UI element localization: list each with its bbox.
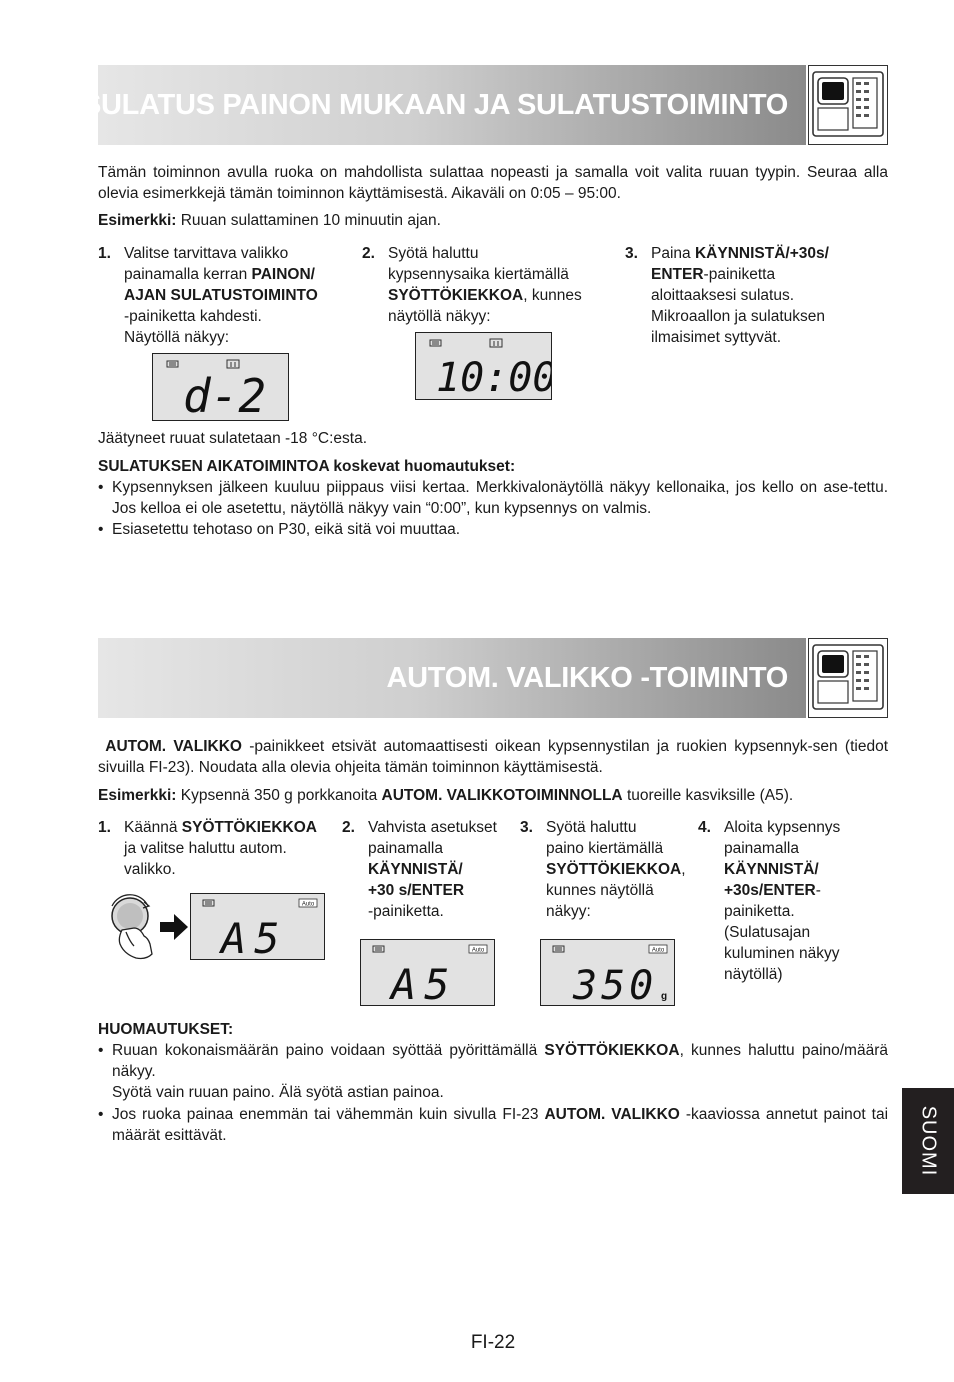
step-number: 2. — [342, 819, 355, 836]
step-line: Käännä — [124, 819, 178, 836]
section1-intro: Tämän toiminnon avulla ruoka on mahdollista sulattaa nopeasti ja samalla voit valita ruuan tyypin. Seuraa alla olevia esimerkkejä tämän toiminnon käyttämisestä. Aikaväli on 0:05 – 95:00. — [98, 164, 888, 202]
step-line-bold: PAINON/ — [251, 266, 315, 283]
bullet: • — [98, 479, 104, 496]
note-text-bold: SYÖTTÖKIEKKOA — [544, 1042, 680, 1059]
lcd-digits-menu: A5 — [391, 960, 458, 1005]
microwave-icon — [808, 638, 888, 718]
section2-intro — [98, 736, 888, 778]
note-text-part: Syötä vain ruuan paino. Älä syötä astian painoa. — [112, 1084, 444, 1101]
step-line: aloittaaksesi sulatus. — [651, 287, 795, 304]
step-line: ilmaisimet syttyvät. — [651, 329, 782, 346]
lcd-display-time — [415, 332, 552, 400]
language-tab — [902, 1088, 954, 1194]
step-text — [546, 817, 686, 922]
step-line: näytöllä näkyy: — [388, 308, 491, 325]
step-line: Syötä haluttu — [388, 245, 479, 262]
step-number: 3. — [625, 245, 638, 262]
lcd-display-menu-confirm — [360, 939, 495, 1006]
step-number: 4. — [698, 819, 711, 836]
step-line-bold: SYÖTTÖKIEKKOA — [546, 861, 682, 878]
auto-label: Auto — [301, 901, 315, 908]
step-line: Vahvista asetukset — [368, 819, 497, 836]
defrost-icon — [430, 340, 441, 346]
lcd-digits-time: 10:00 — [436, 355, 551, 399]
lcd-digits-menu: A5 — [221, 914, 288, 959]
example-bold: AUTOM. VALIKKOTOIMINNOLLA — [381, 787, 623, 804]
lcd-display-weight — [540, 939, 675, 1006]
step-line: kunnes näytöllä — [546, 882, 654, 899]
dial-hand-arrow-illustration — [104, 892, 190, 964]
bullet: • — [98, 1042, 104, 1059]
bullet: • — [98, 1106, 104, 1123]
step-text — [724, 817, 840, 985]
step-line-bold: ENTER — [651, 266, 704, 283]
step-line: näkyy: — [546, 903, 591, 920]
note-text — [112, 1040, 888, 1103]
microwave-icon — [808, 65, 888, 145]
note-text-bold: AUTOM. VALIKKO — [544, 1106, 680, 1123]
example-text: Kypsennä 350 g porkkanoita — [180, 787, 378, 804]
intro-text: -painikkeet etsivät automaattisesti oikean kypsennystilan ja ruokien kypsennyk-sen (tiedot sivuilla FI-23). Noudata alla olevia ohjeita tämän toiminnon käyttämisestä. — [98, 738, 889, 776]
section2-example — [98, 785, 888, 806]
lcd-display-menu-select — [190, 893, 325, 960]
step-line-bold: AJAN SULATUSTOIMINTO — [124, 287, 318, 304]
weight-icon — [490, 339, 502, 347]
note-text-part: Ruuan kokonaismäärän paino voidaan syöttää pyörittämällä — [112, 1042, 538, 1059]
lcd-digits-defrost: d-2 — [183, 369, 267, 420]
lcd-digits-weight: 350 — [573, 963, 658, 1005]
step-line: painamalla — [368, 840, 443, 857]
note-text: Esiasetettu tehotaso on P30, eikä sitä voi muuttaa. — [112, 521, 461, 538]
step-line-bold: KÄYNNISTÄ/ — [724, 861, 819, 878]
step-line-bold: +30 s/ENTER — [368, 882, 465, 899]
step-line-bold: KÄYNNISTÄ/+30s/ — [694, 245, 829, 262]
step-number: 1. — [98, 819, 111, 836]
note-text-part: -kaaviossa annetut painot tai määrät esittävät. — [112, 1106, 889, 1144]
section1-example-text: Ruuan sulattaminen 10 minuutin ajan. — [180, 212, 441, 229]
step-line: Paina — [651, 245, 691, 262]
step-line: näytöllä) — [724, 966, 783, 983]
step-line: paino kiertämällä — [546, 840, 664, 857]
defrost-icon — [167, 361, 178, 367]
weight-icon — [227, 360, 239, 368]
step-line: kypsennysaika kiertämällä — [388, 266, 569, 283]
step-line-bold: KÄYNNISTÄ/ — [368, 861, 463, 878]
section2-header — [98, 638, 806, 718]
step-line: -painiketta kahdesti. — [124, 308, 262, 325]
step-line: Aloita kypsennys — [724, 819, 841, 836]
step-line: Näytöllä näkyy: — [124, 329, 230, 346]
bullet: • — [98, 521, 104, 538]
section1-example-label: Esimerkki: — [98, 212, 177, 229]
arrow-right-icon — [160, 914, 188, 940]
language-tab-label: SUOMI — [917, 1105, 940, 1177]
step-line: kuluminen näkyy — [724, 945, 840, 962]
frozen-note: Jäätyneet ruuat sulatetaan -18 °C:esta. — [98, 430, 368, 447]
page-number: FI-22 — [470, 1332, 516, 1353]
step-text — [651, 243, 829, 348]
step-number: 1. — [98, 245, 111, 262]
auto-label: Auto — [471, 947, 485, 954]
step-line: Mikroaallon ja sulatuksen — [651, 308, 826, 325]
intro-bold: AUTOM. VALIKKO — [105, 738, 242, 755]
step-text — [124, 817, 317, 880]
example-text: tuoreille kasviksille (A5). — [626, 787, 794, 804]
step-line: painiketta. — [724, 903, 795, 920]
note-text-part: , kunnes haluttu paino/määrä näkyy. — [112, 1042, 888, 1080]
step-text — [124, 243, 318, 348]
note-text — [112, 1104, 888, 1146]
step-number: 3. — [520, 819, 533, 836]
step-line: , — [681, 861, 686, 878]
note-text: Kypsennyksen jälkeen kuuluu piippaus viisi kertaa. Merkkivalonäytöllä näkyy kellonaika, jos kello on ase-tettu. Jos kelloa ei ole asetettu, näytöllä näkyy vain “0:00”, kun kypsennys on valmis. — [112, 479, 888, 517]
hand-icon — [119, 928, 152, 959]
defrost-icon — [553, 946, 564, 952]
step-number: 2. — [362, 245, 375, 262]
lcd-display-defrost — [152, 353, 289, 421]
section2-title: AUTOM. VALIKKO -TOIMINTO — [386, 662, 788, 694]
section1-title: SULATUS PAINON MUKAAN JA SULATUSTOIMINTO — [81, 89, 788, 121]
step-line-bold: SYÖTTÖKIEKKOA — [388, 287, 524, 304]
step-line: Syötä haluttu — [546, 819, 637, 836]
defrost-icon — [373, 946, 384, 952]
step-line: valikko. — [124, 861, 176, 878]
step-line: -painiketta. — [368, 903, 444, 920]
section2-notes-heading: HUOMAUTUKSET: — [98, 1021, 234, 1038]
step-line-bold: SYÖTTÖKIEKKOA — [181, 819, 317, 836]
defrost-icon — [203, 900, 214, 906]
lcd-unit: g — [661, 991, 668, 1002]
note-text-part: Jos ruoka painaa enemmän tai vähemmän kuin sivulla FI-23 — [112, 1106, 539, 1123]
step-text — [368, 817, 497, 922]
step-text — [388, 243, 582, 327]
step-line: painamalla — [724, 840, 799, 857]
step-line: ja valitse haluttu autom. — [124, 840, 287, 857]
step-line: -painiketta — [703, 266, 776, 283]
section2-example-label: Esimerkki: — [98, 787, 177, 804]
step-line: , kunnes — [523, 287, 582, 304]
section1-header — [81, 65, 806, 145]
step-line: (Sulatusajan — [724, 924, 811, 941]
step-line-bold: +30s/ENTER — [724, 882, 816, 899]
section1-example — [98, 210, 888, 231]
section1-notes-heading: SULATUKSEN AIKATOIMINTOA koskevat huomautukset: — [98, 458, 516, 475]
step-line: painamalla kerran — [124, 266, 248, 283]
step-line: Valitse tarvittava valikko — [124, 245, 289, 262]
auto-label: Auto — [651, 947, 665, 954]
step-line: - — [815, 882, 821, 899]
